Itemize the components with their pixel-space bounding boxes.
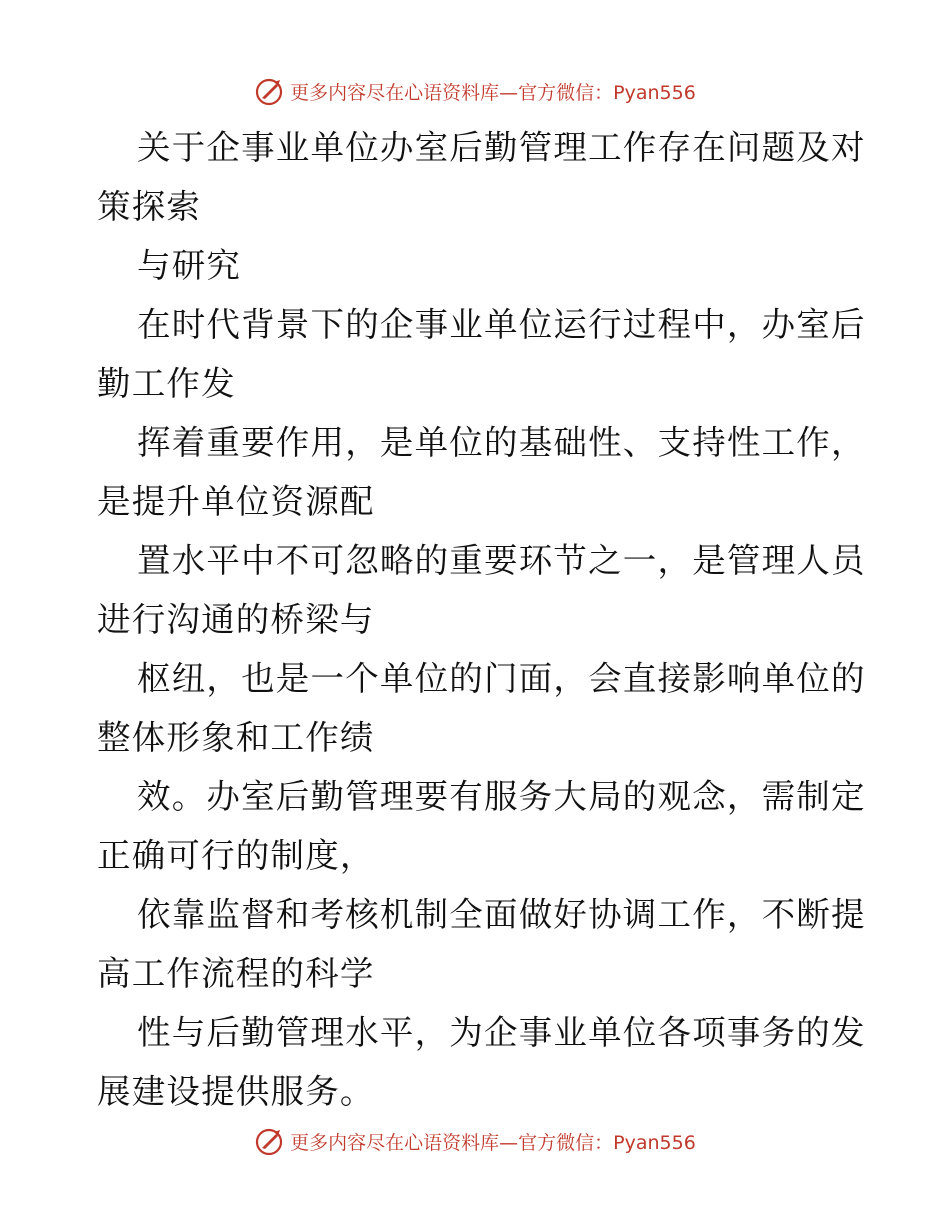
paragraph-line: 置水平中不可忽略的重要环节之一，是管理人员: [137, 541, 866, 580]
quill-pen-logo-icon: [254, 76, 284, 106]
paragraph-line: 依靠监督和考核机制全面做好协调工作，不断提: [137, 895, 866, 934]
paragraph-line: 是提升单位资源配: [97, 482, 375, 521]
paragraph-line: 高工作流程的科学: [97, 954, 375, 993]
quill-pen-logo-icon: [254, 1126, 284, 1156]
banner-text: 更多内容尽在心语资料库—官方微信：Pyan556: [290, 1131, 696, 1154]
paragraph-line: 在时代背景下的企事业单位运行过程中，办室后: [137, 305, 866, 344]
paragraph-line: 进行沟通的桥梁与: [97, 600, 375, 639]
header-banner: [0, 71, 950, 111]
paragraph-line: 枢纽，也是一个单位的门面，会直接影响单位的: [137, 659, 866, 698]
footer-banner: [0, 1121, 950, 1161]
paragraph-line: 正确可行的制度，: [97, 836, 375, 875]
banner-text: 更多内容尽在心语资料库—官方微信：Pyan556: [290, 81, 696, 104]
document-body: [97, 118, 866, 1121]
title-line-3: 与研究: [137, 246, 242, 285]
paragraph-line: 效。办室后勤管理要有服务大局的观念，需制定: [137, 777, 866, 816]
paragraph-line: 勤工作发: [97, 364, 236, 403]
title-line-1: 关于企事业单位办室后勤管理工作存在问题及对: [137, 128, 866, 167]
paragraph-line: 挥着重要作用，是单位的基础性、支持性工作，: [137, 423, 866, 462]
paragraph-line: 展建设提供服务。: [97, 1072, 375, 1111]
paragraph-line: 整体形象和工作绩: [97, 718, 375, 757]
title-line-2: 策探索: [97, 187, 202, 226]
paragraph-line: 性与后勤管理水平，为企事业单位各项事务的发: [137, 1013, 866, 1052]
